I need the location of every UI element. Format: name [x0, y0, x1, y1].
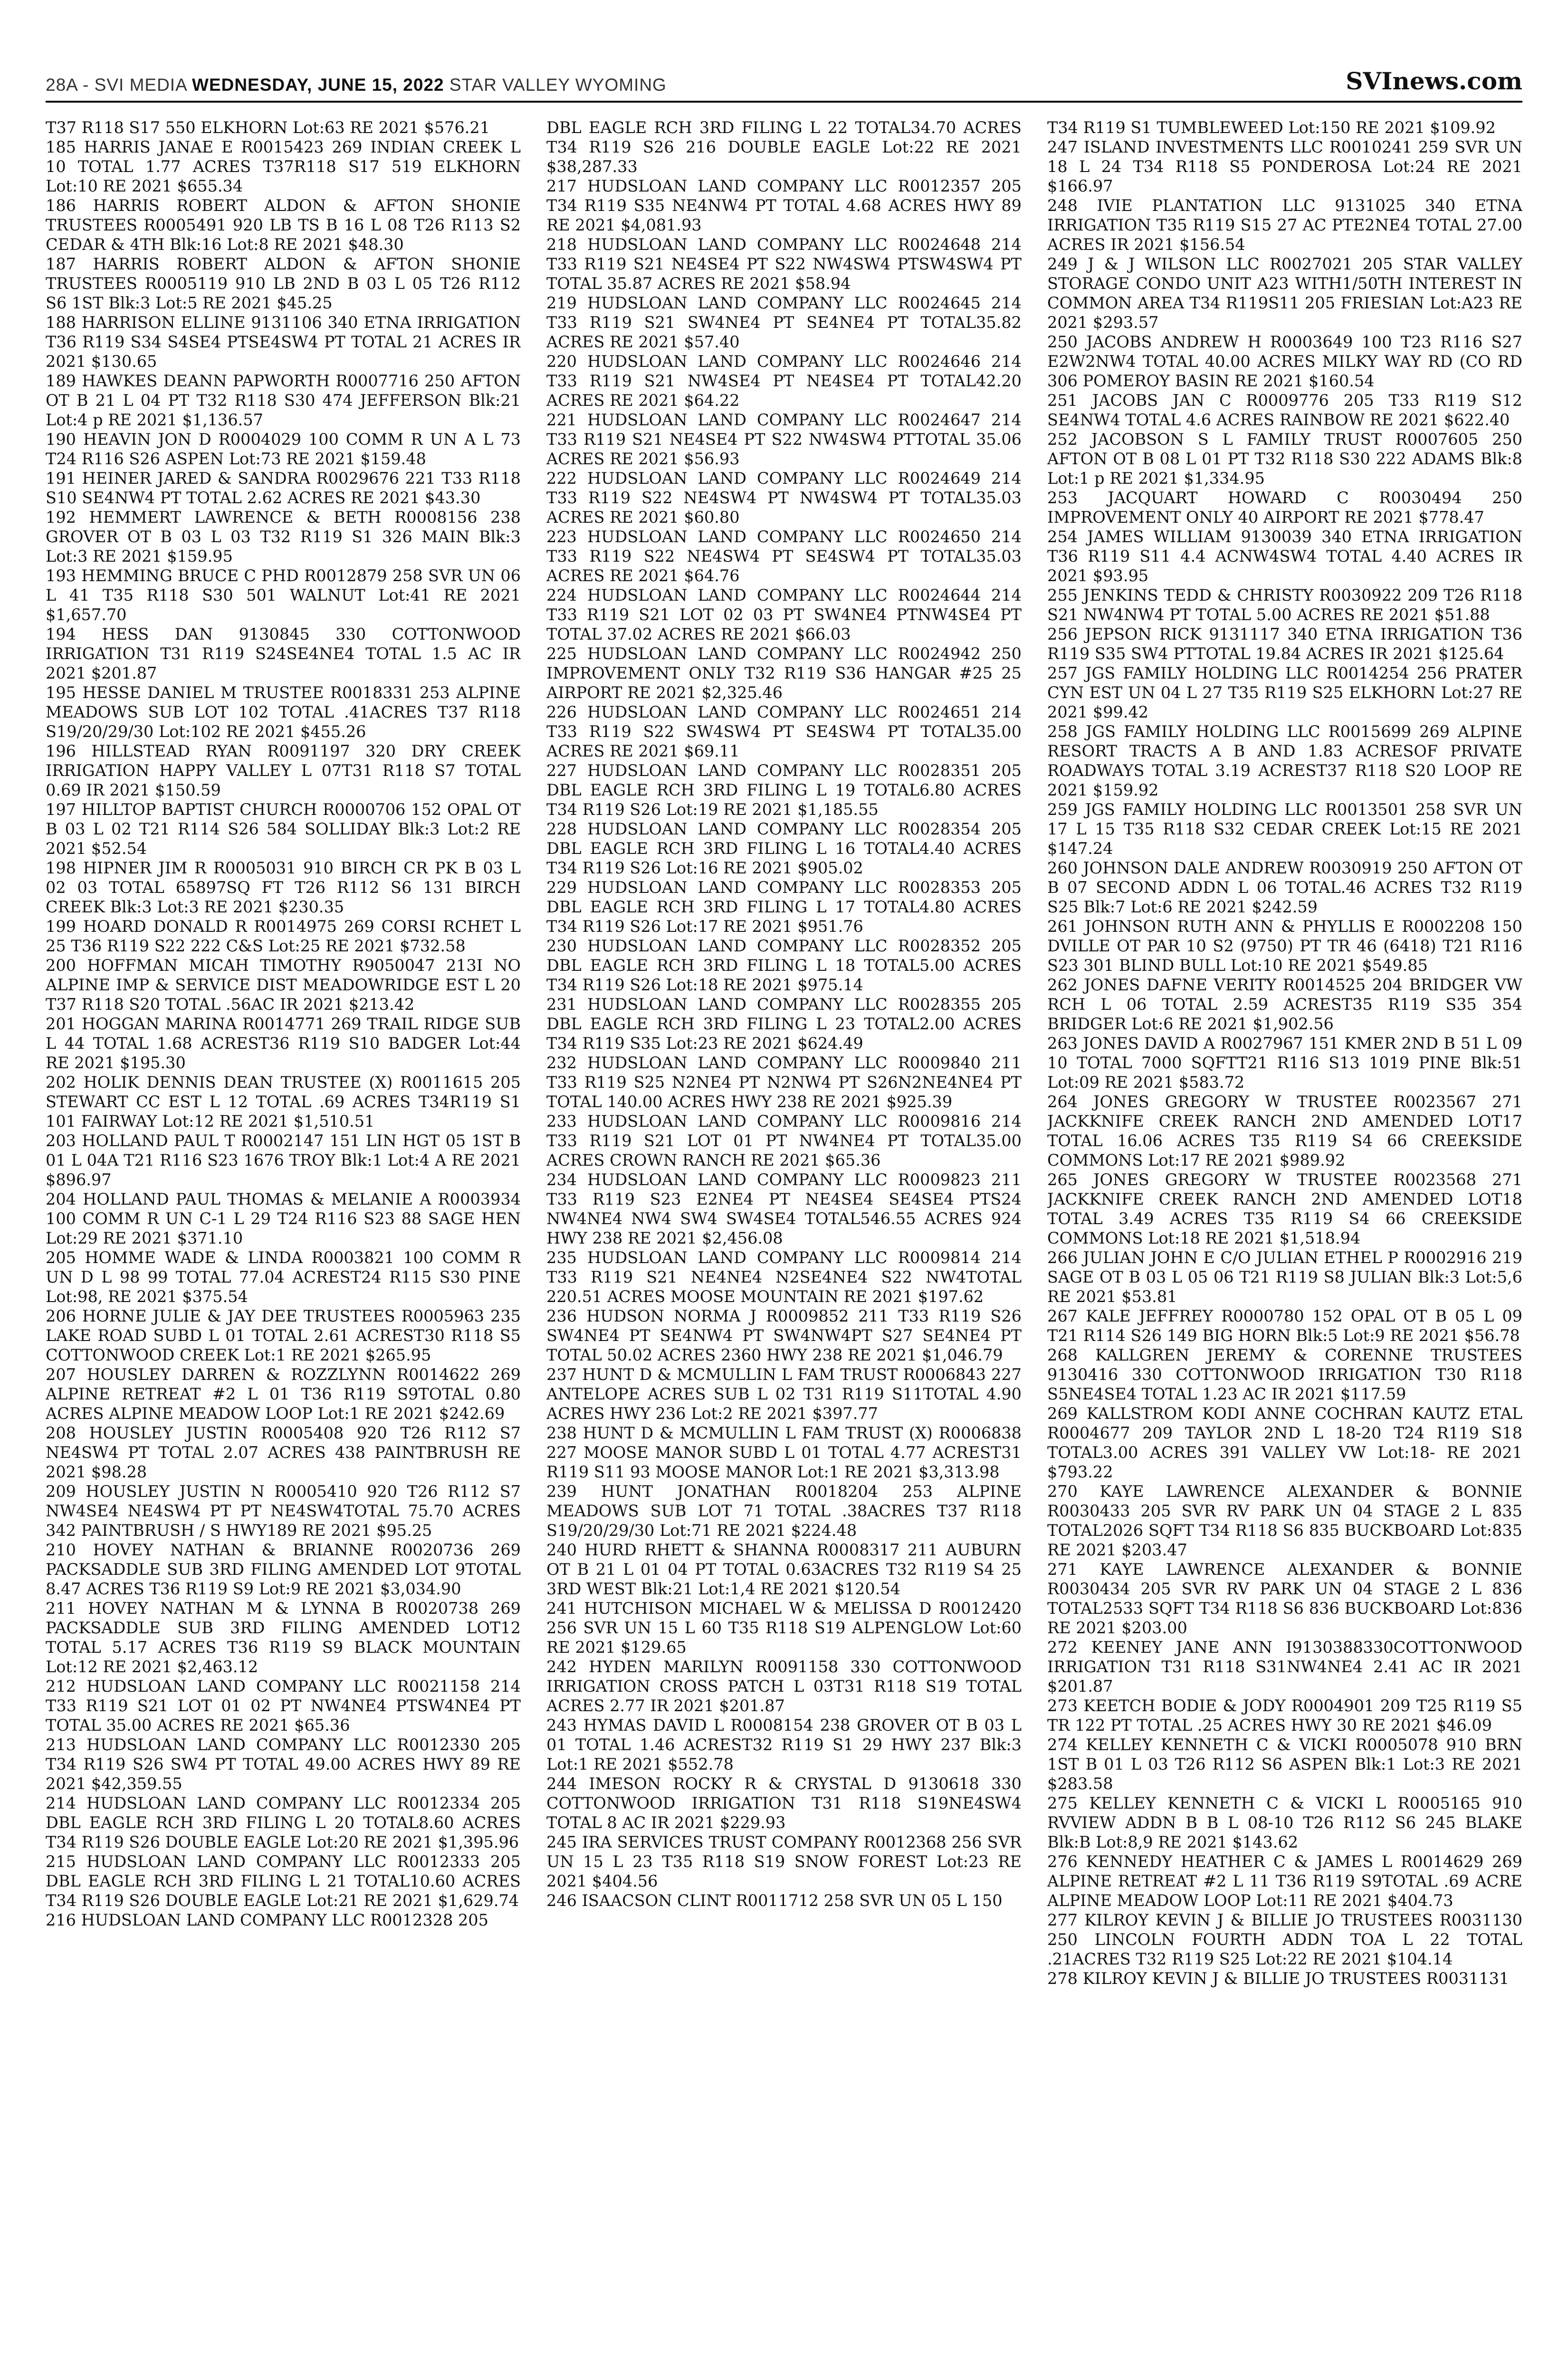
notice-entry: 221 HUDSLOAN LAND COMPANY LLC R0024647 214 T33 R119 S21 NE4SE4 PT S22 NW4SW4 PTTOTAL 35.06 ACRES RE 2021 $56.93: [546, 411, 1022, 468]
notice-entry: 188 HARRISON ELLINE 9131106 340 ETNA IRRIGATION T36 R119 S34 S4SE4 PTSE4SW4 PT TOTAL 21 ACRES IR 2021 $130.65: [46, 313, 521, 371]
notice-entry: 275 KELLEY KENNETH C & VICKI L R0005165 910 RVVIEW ADDN B B L 08-10 T26 R112 S6 245 BLAKE Blk:B Lot:8,9 RE 2021 $143.62: [1047, 1794, 1522, 1851]
notice-entry: 258 JGS FAMILY HOLDING LLC R0015699 269 ALPINE RESORT TRACTS A B AND 1.83 ACRESOF PRIVATE ROADWAYS TOTAL 3.19 ACREST37 R118 S20 LOOP RE 2021 $159.92: [1047, 722, 1522, 799]
notice-entry: 272 KEENEY JANE ANN I9130388330COTTONWOOD IRRIGATION T31 R118 S31NW4NE4 2.41 AC IR 2021 $201.87: [1047, 1638, 1522, 1696]
notice-entry: 253 JACQUART HOWARD C R0030494 250 IMPROVEMENT ONLY 40 AIRPORT RE 2021 $778.47: [1047, 489, 1522, 527]
notice-entry: 238 HUNT D & MCMULLIN L FAM TRUST (X) R0006838 227 MOOSE MANOR SUBD L 01 TOTAL 4.77 ACREST31 R119 S11 93 MOOSE MANOR Lot:1 RE 2021 $3,313.98: [546, 1424, 1022, 1481]
notice-entry: 202 HOLIK DENNIS DEAN TRUSTEE (X) R0011615 205 STEWART CC EST L 12 TOTAL .69 ACRES T34R119 S1 101 FAIRWAY Lot:12 RE 2021 $1,510.51: [46, 1073, 521, 1131]
notice-entry: 223 HUDSLOAN LAND COMPANY LLC R0024650 214 T33 R119 S22 NE4SW4 PT SE4SW4 PT TOTAL35.03 ACRES RE 2021 $64.76: [546, 527, 1022, 585]
column-2: [546, 118, 1022, 2376]
notice-entry: 242 HYDEN MARILYN R0091158 330 COTTONWOOD IRRIGATION CROSS PATCH L 03T31 R118 S19 TOTAL ACRES 2.77 IR 2021 $201.87: [546, 1657, 1022, 1715]
notice-entry: 192 HEMMERT LAWRENCE & BETH R0008156 238 GROVER OT B 03 L 03 T32 R119 S1 326 MAIN Blk:3 Lot:3 RE 2021 $159.95: [46, 508, 521, 565]
notice-entry: 256 JEPSON RICK 9131117 340 ETNA IRRIGATION T36 R119 S35 SW4 PTTOTAL 19.84 ACRES IR 2021 $125.64: [1047, 625, 1522, 663]
notice-entry: 185 HARRIS JANAE E R0015423 269 INDIAN CREEK L 10 TOTAL 1.77 ACRES T37R118 S17 519 ELKHORN Lot:10 RE 2021 $655.34: [46, 138, 521, 195]
header-folio: [46, 75, 667, 95]
notice-entry: 186 HARRIS ROBERT ALDON & AFTON SHONIE TRUSTEES R0005491 920 LB TS B 16 L 08 T26 R113 S2 CEDAR & 4TH Blk:16 Lot:8 RE 2021 $48.30: [46, 196, 521, 254]
notice-entry: 234 HUDSLOAN LAND COMPANY LLC R0009823 211 T33 R119 S23 E2NE4 PT NE4SE4 SE4SE4 PTS24 NW4NE4 NW4 SW4 SW4SE4 TOTAL546.55 ACRES 924 HWY 238 RE 2021 $2,456.08: [546, 1170, 1022, 1247]
notice-entry: 207 HOUSLEY DARREN & ROZZLYNN R0014622 269 ALPINE RETREAT #2 L 01 T36 R119 S9TOTAL 0.80 ACRES ALPINE MEADOW LOOP Lot:1 RE 2021 $242.69: [46, 1365, 521, 1423]
page-header: [46, 67, 1522, 95]
page-label: 28A - SVI MEDIA: [46, 75, 187, 95]
notice-entry: 241 HUTCHISON MICHAEL W & MELISSA D R0012420 256 SVR UN 15 L 60 T35 R118 S19 ALPENGLOW Lot:60 RE 2021 $129.65: [546, 1599, 1022, 1657]
notice-entry: 194 HESS DAN 9130845 330 COTTONWOOD IRRIGATION T31 R119 S24SE4NE4 TOTAL 1.5 AC IR 2021 $201.87: [46, 625, 521, 682]
site-name: SVInews.com: [1346, 67, 1522, 95]
notice-entry: 267 KALE JEFFREY R0000780 152 OPAL OT B 05 L 09 T21 R114 S26 149 BIG HORN Blk:5 Lot:9 RE 2021 $56.78: [1047, 1307, 1522, 1345]
notice-entry: 274 KELLEY KENNETH C & VICKI R0005078 910 BRN 1ST B 01 L 03 T26 R112 S6 ASPEN Blk:1 Lot:3 RE 2021 $283.58: [1047, 1735, 1522, 1793]
notice-entry: 189 HAWKES DEANN PAPWORTH R0007716 250 AFTON OT B 21 L 04 PT T32 R118 S30 474 JEFFERSON Blk:21 Lot:4 p RE 2021 $1,136.57: [46, 372, 521, 429]
notice-entry: 196 HILLSTEAD RYAN R0091197 320 DRY CREEK IRRIGATION HAPPY VALLEY L 07T31 R118 S7 TOTAL 0.69 IR 2021 $150.59: [46, 742, 521, 799]
notice-entry: T37 R118 S17 550 ELKHORN Lot:63 RE 2021 $576.21: [46, 118, 490, 137]
notice-entry: 193 HEMMING BRUCE C PHD R0012879 258 SVR UN 06 L 41 T35 R118 S30 501 WALNUT Lot:41 RE 2021 $1,657.70: [46, 566, 521, 624]
notice-entry: 222 HUDSLOAN LAND COMPANY LLC R0024649 214 T33 R119 S22 NE4SW4 PT NW4SW4 PT TOTAL35.03 ACRES RE 2021 $60.80: [546, 469, 1022, 527]
column-3: [1047, 118, 1522, 2376]
notice-entry: 224 HUDSLOAN LAND COMPANY LLC R0024644 214 T33 R119 S21 LOT 02 03 PT SW4NE4 PTNW4SE4 PT TOTAL 37.02 ACRES RE 2021 $66.03: [546, 586, 1022, 643]
notice-entry: 251 JACOBS JAN C R0009776 205 T33 R119 S12 SE4NW4 TOTAL 4.6 ACRES RAINBOW RE 2021 $622.40: [1047, 391, 1522, 429]
notice-entry: 240 HURD RHETT & SHANNA R0008317 211 AUBURN OT B 21 L 01 04 PT TOTAL 0.63ACRES T32 R119 S4 25 3RD WEST Blk:21 Lot:1,4 RE 2021 $120.54: [546, 1541, 1022, 1598]
notice-entry: 229 HUDSLOAN LAND COMPANY LLC R0028353 205 DBL EAGLE RCH 3RD FILING L 17 TOTAL4.80 ACRES T34 R119 S26 Lot:17 RE 2021 $951.76: [546, 878, 1022, 936]
notice-entry: 248 IVIE PLANTATION LLC 9131025 340 ETNA IRRIGATION T35 R119 S15 27 AC PTE2NE4 TOTAL 27.00 ACRES IR 2021 $156.54: [1047, 196, 1522, 254]
notice-entry: 269 KALLSTROM KODI ANNE COCHRAN KAUTZ ETAL R0004677 209 TAYLOR 2ND L 18-20 T24 R119 S18 TOTAL3.00 ACRES 391 VALLEY VW Lot:18- RE 2021 $793.22: [1047, 1404, 1522, 1481]
notice-entry: 210 HOVEY NATHAN & BRIANNE R0020736 269 PACKSADDLE SUB 3RD FILING AMENDED LOT 9TOTAL 8.47 ACRES T36 R119 S9 Lot:9 RE 2021 $3,034.90: [46, 1541, 521, 1598]
notice-entry: 216 HUDSLOAN LAND COMPANY LLC R0012328 205: [46, 1911, 488, 1929]
notice-entry: 203 HOLLAND PAUL T R0002147 151 LIN HGT 05 1ST B 01 L 04A T21 R116 S23 1676 TROY Blk:1 Lot:4 A RE 2021 $896.97: [46, 1131, 521, 1189]
notice-entry: 200 HOFFMAN MICAH TIMOTHY R9050047 213I NO ALPINE IMP & SERVICE DIST MEADOWRIDGE EST L 20 T37 R118 S20 TOTAL .56AC IR 2021 $213.42: [46, 956, 521, 1014]
notice-entry: 271 KAYE LAWRENCE ALEXANDER & BONNIE R0030434 205 SVR RV PARK UN 04 STAGE 2 L 836 TOTAL2533 SQFT T34 R118 S6 836 BUCKBOARD Lot:836 RE 2021 $203.00: [1047, 1560, 1522, 1637]
notice-entry: 259 JGS FAMILY HOLDING LLC R0013501 258 SVR UN 17 L 15 T35 R118 S32 CEDAR CREEK Lot:15 RE 2021 $147.24: [1047, 800, 1522, 858]
notice-entry: 190 HEAVIN JON D R0004029 100 COMM R UN A L 73 T24 R116 S26 ASPEN Lot:73 RE 2021 $159.48: [46, 430, 521, 468]
notice-entry: 260 JOHNSON DALE ANDREW R0030919 250 AFTON OT B 07 SECOND ADDN L 06 TOTAL.46 ACRES T32 R119 S25 Blk:7 Lot:6 RE 2021 $242.59: [1047, 859, 1522, 916]
notice-entry: 236 HUDSON NORMA J R0009852 211 T33 R119 S26 SW4NE4 PT SE4NW4 PT SW4NW4PT S27 SE4NE4 PT TOTAL 50.02 ACRES 2360 HWY 238 RE 2021 $1,046.79: [546, 1307, 1022, 1364]
notice-entry: T34 R119 S1 TUMBLEWEED Lot:150 RE 2021 $109.92: [1047, 118, 1496, 137]
notice-entry: 195 HESSE DANIEL M TRUSTEE R0018331 253 ALPINE MEADOWS SUB LOT 102 TOTAL .41ACRES T37 R118 S19/20/29/30 Lot:102 RE 2021 $455.26: [46, 683, 521, 741]
notice-entry: 266 JULIAN JOHN E C/O JULIAN ETHEL P R0002916 219 SAGE OT B 03 L 05 06 T21 R119 S8 JULIAN Blk:3 Lot:5,6 RE 2021 $53.81: [1047, 1248, 1522, 1306]
notice-entry: 211 HOVEY NATHAN M & LYNNA B R0020738 269 PACKSADDLE SUB 3RD FILING AMENDED LOT12 TOTAL 5.17 ACRES T36 R119 S9 BLACK MOUNTAIN Lot:12 RE 2021 $2,463.12: [46, 1599, 521, 1676]
notice-entry: 231 HUDSLOAN LAND COMPANY LLC R0028355 205 DBL EAGLE RCH 3RD FILING L 23 TOTAL2.00 ACRES T34 R119 S35 Lot:23 RE 2021 $624.49: [546, 995, 1022, 1053]
notice-entry: 235 HUDSLOAN LAND COMPANY LLC R0009814 214 T33 R119 S21 NE4NE4 N2SE4NE4 S22 NW4TOTAL 220.51 ACRES MOOSE MOUNTAIN RE 2021 $197.62: [546, 1248, 1022, 1306]
notice-entry: 225 HUDSLOAN LAND COMPANY LLC R0024942 250 IMPROVEMENT ONLY T32 R119 S36 HANGAR #25 25 AIRPORT RE 2021 $2,325.46: [546, 644, 1022, 702]
notice-entry: 270 KAYE LAWRENCE ALEXANDER & BONNIE R0030433 205 SVR RV PARK UN 04 STAGE 2 L 835 TOTAL2026 SQFT T34 R118 S6 835 BUCKBOARD Lot:835 RE 2021 $203.47: [1047, 1482, 1522, 1559]
notice-entry: 254 JAMES WILLIAM 9130039 340 ETNA IRRIGATION T36 R119 S11 4.4 ACNW4SW4 TOTAL 4.40 ACRES IR 2021 $93.95: [1047, 527, 1522, 585]
notice-entry: 209 HOUSLEY JUSTIN N R0005410 920 T26 R112 S7 NW4SE4 NE4SW4 PT PT NE4SW4TOTAL 75.70 ACRES 342 PAINTBRUSH / S HWY189 RE 2021 $95.25: [46, 1482, 521, 1540]
notice-entry: 276 KENNEDY HEATHER C & JAMES L R0014629 269 ALPINE RETREAT #2 L 11 T36 R119 S9TOTAL .69 ACRE ALPINE MEADOW LOOP Lot:11 RE 2021 $404.73: [1047, 1852, 1522, 1910]
notice-entry: 252 JACOBSON S L FAMILY TRUST R0007605 250 AFTON OT B 08 L 01 PT T32 R118 S30 222 ADAMS Blk:8 Lot:1 p RE 2021 $1,334.95: [1047, 430, 1522, 488]
notice-entry: 245 IRA SERVICES TRUST COMPANY R0012368 256 SVR UN 15 L 23 T35 R118 S19 SNOW FOREST Lot:23 RE 2021 $404.56: [546, 1833, 1022, 1890]
notice-entry: 278 KILROY KEVIN J & BILLIE JO TRUSTEES R0031131: [1047, 1969, 1510, 1988]
notice-entry: 226 HUDSLOAN LAND COMPANY LLC R0024651 214 T33 R119 S22 SW4SW4 PT SE4SW4 PT TOTAL35.00 ACRES RE 2021 $69.11: [546, 703, 1022, 760]
notice-entry: 215 HUDSLOAN LAND COMPANY LLC R0012333 205 DBL EAGLE RCH 3RD FILING L 21 TOTAL10.60 ACRES T34 R119 S26 DOUBLE EAGLE Lot:21 RE 2021 $1,629.74: [46, 1852, 521, 1910]
column-1: [46, 118, 521, 2376]
legal-notice-columns: [46, 118, 1522, 2376]
notice-entry: 247 ISLAND INVESTMENTS LLC R0010241 259 SVR UN 18 L 24 T34 R118 S5 PONDEROSA Lot:24 RE 2021 $166.97: [1047, 138, 1522, 195]
notice-entry: 187 HARRIS ROBERT ALDON & AFTON SHONIE TRUSTEES R0005119 910 LB 2ND B 03 L 05 T26 R112 S6 1ST Blk:3 Lot:5 RE 2021 $45.25: [46, 255, 521, 312]
notice-entry: 217 HUDSLOAN LAND COMPANY LLC R0012357 205 T34 R119 S35 NE4NW4 PT TOTAL 4.68 ACRES HWY 89 RE 2021 $4,081.93: [546, 177, 1022, 234]
notice-entry: 220 HUDSLOAN LAND COMPANY LLC R0024646 214 T33 R119 S21 NW4SE4 PT NE4SE4 PT TOTAL42.20 ACRES RE 2021 $64.22: [546, 352, 1022, 410]
notice-entry: 250 JACOBS ANDREW H R0003649 100 T23 R116 S27 E2W2NW4 TOTAL 40.00 ACRES MILKY WAY RD (CO RD 306 POMEROY BASIN RE 2021 $160.54: [1047, 333, 1522, 390]
notice-entry: 263 JONES DAVID A R0027967 151 KMER 2ND B 51 L 09 10 TOTAL 7000 SQFTT21 R116 S13 1019 PINE Blk:51 Lot:09 RE 2021 $583.72: [1047, 1034, 1522, 1092]
notice-entry: 219 HUDSLOAN LAND COMPANY LLC R0024645 214 T33 R119 S21 SW4NE4 PT SE4NE4 PT TOTAL35.82 ACRES RE 2021 $57.40: [546, 294, 1022, 351]
notice-entry: 268 KALLGREN JEREMY & CORENNE TRUSTEES 9130416 330 COTTONWOOD IRRIGATION T30 R118 S5NE4SE4 TOTAL 1.23 AC IR 2021 $117.59: [1047, 1346, 1522, 1403]
region-label: STAR VALLEY WYOMING: [449, 75, 667, 95]
notice-entry: 262 JONES DAFNE VERITY R0014525 204 BRIDGER VW RCH L 06 TOTAL 2.59 ACREST35 R119 S35 354 BRIDGER Lot:6 RE 2021 $1,902.56: [1047, 976, 1522, 1033]
notice-entry: 243 HYMAS DAVID L R0008154 238 GROVER OT B 03 L 01 TOTAL 1.46 ACREST32 R119 S1 29 HWY 237 Blk:3 Lot:1 RE 2021 $552.78: [546, 1716, 1022, 1773]
notice-entry: 257 JGS FAMILY HOLDING LLC R0014254 256 PRATER CYN EST UN 04 L 27 T35 R119 S25 ELKHORN Lot:27 RE 2021 $99.42: [1047, 664, 1522, 721]
notice-entry: 232 HUDSLOAN LAND COMPANY LLC R0009840 211 T33 R119 S25 N2NE4 PT N2NW4 PT S26N2NE4NE4 PT TOTAL 140.00 ACRES HWY 238 RE 2021 $925.39: [546, 1054, 1022, 1111]
notice-entry: 261 JOHNSON RUTH ANN & PHYLLIS E R0002208 150 DVILLE OT PAR 10 S2 (9750) PT TR 46 (6418) T21 R116 S23 301 BLIND BULL Lot:10 RE 2021 $549.85: [1047, 917, 1522, 975]
notice-entry: 191 HEINER JARED & SANDRA R0029676 221 T33 R118 S10 SE4NW4 PT TOTAL 2.62 ACRES RE 2021 $43.30: [46, 469, 521, 507]
header-rule: [46, 101, 1522, 103]
notice-entry: 198 HIPNER JIM R R0005031 910 BIRCH CR PK B 03 L 02 03 TOTAL 65897SQ FT T26 R112 S6 131 BIRCH CREEK Blk:3 Lot:3 RE 2021 $230.35: [46, 859, 521, 916]
notice-entry: 249 J & J WILSON LLC R0027021 205 STAR VALLEY STORAGE CONDO UNIT A23 WITH1/50TH INTEREST IN COMMON AREA T34 R119S11 205 FRIESIAN Lot:A23 RE 2021 $293.57: [1047, 255, 1522, 332]
notice-entry: 199 HOARD DONALD R R0014975 269 CORSI RCHET L 25 T36 R119 S22 222 C&S Lot:25 RE 2021 $732.58: [46, 917, 521, 955]
notice-entry: 227 HUDSLOAN LAND COMPANY LLC R0028351 205 DBL EAGLE RCH 3RD FILING L 19 TOTAL6.80 ACRES T34 R119 S26 Lot:19 RE 2021 $1,185.55: [546, 761, 1022, 819]
notice-entry: 265 JONES GREGORY W TRUSTEE R0023568 271 JACKKNIFE CREEK RANCH 2ND AMENDED LOT18 TOTAL 3.49 ACRES T35 R119 S4 66 CREEKSIDE COMMONS Lot:18 RE 2021 $1,518.94: [1047, 1170, 1522, 1247]
issue-date: WEDNESDAY, JUNE 15, 2022: [192, 75, 444, 95]
notice-entry: 208 HOUSLEY JUSTIN R0005408 920 T26 R112 S7 NE4SW4 PT TOTAL 2.07 ACRES 438 PAINTBRUSH RE 2021 $98.28: [46, 1424, 521, 1481]
notice-entry: 230 HUDSLOAN LAND COMPANY LLC R0028352 205 DBL EAGLE RCH 3RD FILING L 18 TOTAL5.00 ACRES T34 R119 S26 Lot:18 RE 2021 $975.14: [546, 937, 1022, 994]
notice-entry: 204 HOLLAND PAUL THOMAS & MELANIE A R0003934 100 COMM R UN C-1 L 29 T24 R116 S23 88 SAGE HEN Lot:29 RE 2021 $371.10: [46, 1190, 521, 1247]
notice-entry: 213 HUDSLOAN LAND COMPANY LLC R0012330 205 T34 R119 S26 SW4 PT TOTAL 49.00 ACRES HWY 89 RE 2021 $42,359.55: [46, 1735, 521, 1793]
notice-entry: 218 HUDSLOAN LAND COMPANY LLC R0024648 214 T33 R119 S21 NE4SE4 PT S22 NW4SW4 PTSW4SW4 PT TOTAL 35.87 ACRES RE 2021 $58.94: [546, 235, 1022, 293]
notice-entry: 246 ISAACSON CLINT R0011712 258 SVR UN 05 L 150: [546, 1891, 1003, 1910]
notice-entry: 205 HOMME WADE & LINDA R0003821 100 COMM R UN D L 98 99 TOTAL 77.04 ACREST24 R115 S30 PINE Lot:98, RE 2021 $375.54: [46, 1248, 521, 1306]
notice-entry: 273 KEETCH BODIE & JODY R0004901 209 T25 R119 S5 TR 122 PT TOTAL .25 ACRES HWY 30 RE 2021 $46.09: [1047, 1696, 1522, 1734]
notice-entry: 264 JONES GREGORY W TRUSTEE R0023567 271 JACKKNIFE CREEK RANCH 2ND AMENDED LOT17 TOTAL 16.06 ACRES T35 R119 S4 66 CREEKSIDE COMMONS Lot:17 RE 2021 $989.92: [1047, 1092, 1522, 1169]
notice-entry: 277 KILROY KEVIN J & BILLIE JO TRUSTEES R0031130 250 LINCOLN FOURTH ADDN TOA L 22 TOTAL .21ACRES T32 R119 S25 Lot:22 RE 2021 $104.14: [1047, 1911, 1522, 1968]
notice-entry: 212 HUDSLOAN LAND COMPANY LLC R0021158 214 T33 R119 S21 LOT 01 02 PT NW4NE4 PTSW4NE4 PT TOTAL 35.00 ACRES RE 2021 $65.36: [46, 1677, 521, 1734]
notice-entry: 206 HORNE JULIE & JAY DEE TRUSTEES R0005963 235 LAKE ROAD SUBD L 01 TOTAL 2.61 ACREST30 R118 S5 COTTONWOOD CREEK Lot:1 RE 2021 $265.95: [46, 1307, 521, 1364]
notice-entry: 244 IMESON ROCKY R & CRYSTAL D 9130618 330 COTTONWOOD IRRIGATION T31 R118 S19NE4SW4 TOTAL 8 AC IR 2021 $229.93: [546, 1774, 1022, 1832]
notice-entry: DBL EAGLE RCH 3RD FILING L 22 TOTAL34.70 ACRES T34 R119 S26 216 DOUBLE EAGLE Lot:22 RE 2021 $38,287.33: [546, 118, 1022, 176]
notice-entry: 237 HUNT D & MCMULLIN L FAM TRUST R0006843 227 ANTELOPE ACRES SUB L 02 T31 R119 S11TOTAL 4.90 ACRES HWY 236 Lot:2 RE 2021 $397.77: [546, 1365, 1022, 1423]
notice-entry: 214 HUDSLOAN LAND COMPANY LLC R0012334 205 DBL EAGLE RCH 3RD FILING L 20 TOTAL8.60 ACRES T34 R119 S26 DOUBLE EAGLE Lot:20 RE 2021 $1,395.96: [46, 1794, 521, 1851]
notice-entry: 233 HUDSLOAN LAND COMPANY LLC R0009816 214 T33 R119 S21 LOT 01 PT NW4NE4 PT TOTAL35.00 ACRES CROWN RANCH RE 2021 $65.36: [546, 1112, 1022, 1169]
notice-entry: 239 HUNT JONATHAN R0018204 253 ALPINE MEADOWS SUB LOT 71 TOTAL .38ACRES T37 R118 S19/20/29/30 Lot:71 RE 2021 $224.48: [546, 1482, 1022, 1540]
notice-entry: 228 HUDSLOAN LAND COMPANY LLC R0028354 205 DBL EAGLE RCH 3RD FILING L 16 TOTAL4.40 ACRES T34 R119 S26 Lot:16 RE 2021 $905.02: [546, 820, 1022, 877]
notice-entry: 201 HOGGAN MARINA R0014771 269 TRAIL RIDGE SUB L 44 TOTAL 1.68 ACREST36 R119 S10 BADGER Lot:44 RE 2021 $195.30: [46, 1015, 521, 1072]
notice-entry: 197 HILLTOP BAPTIST CHURCH R0000706 152 OPAL OT B 03 L 02 T21 R114 S26 584 SOLLIDAY Blk:3 Lot:2 RE 2021 $52.54: [46, 800, 521, 858]
notice-entry: 255 JENKINS TEDD & CHRISTY R0030922 209 T26 R118 S21 NW4NW4 PT TOTAL 5.00 ACRES RE 2021 $51.88: [1047, 586, 1522, 624]
